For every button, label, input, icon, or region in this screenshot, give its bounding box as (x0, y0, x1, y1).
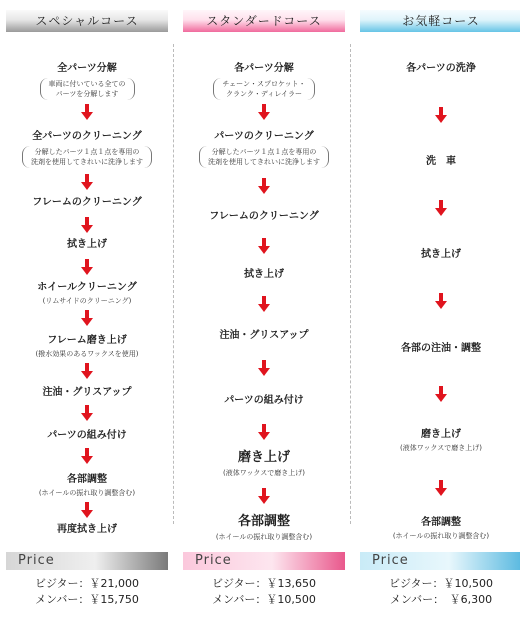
arrow-down-icon (434, 200, 448, 216)
step (183, 514, 345, 542)
arrow-down-icon (257, 238, 271, 254)
step-title: パーツの組み付け (224, 395, 304, 406)
step-title: ホイールクリーニング (37, 282, 137, 293)
step-title: 各部調整 (67, 474, 107, 485)
step-title: 各パーツ分解 (234, 63, 294, 74)
arrow-down-icon (257, 424, 271, 440)
column-separator (173, 44, 174, 524)
course-standard (183, 0, 345, 622)
step (6, 281, 168, 306)
arrow-down-icon (257, 296, 271, 312)
step-title: 各部調整 (421, 517, 461, 528)
step (183, 450, 345, 478)
visitor-price: ビジター：￥13,650 (211, 577, 317, 590)
step (183, 62, 345, 100)
step-title: 各部の注油・調整 (401, 343, 481, 354)
step-title: フレームのクリーニング (32, 197, 142, 208)
arrow-down-icon (80, 174, 94, 190)
step-note: チェーン・スプロケット・ クランク・ディレイラー (213, 78, 314, 100)
step (6, 130, 168, 168)
arrow-down-icon (257, 488, 271, 504)
step (6, 196, 168, 209)
course-special (6, 0, 168, 622)
member-price: メンバー： ￥6,300 (389, 593, 493, 606)
arrow-down-icon (80, 363, 94, 379)
price-label: Price (6, 552, 168, 570)
step-title: パーツの組み付け (47, 430, 127, 441)
step (360, 248, 520, 261)
step-subtitle: (液体ワックスで磨き上げ) (399, 444, 483, 452)
arrow-down-icon (257, 178, 271, 194)
step-subtitle: (撥水効果のあるワックスを使用) (35, 350, 139, 358)
step (360, 62, 520, 75)
step-title: 拭き上げ (67, 239, 107, 250)
visitor-price: ビジター：￥21,000 (34, 577, 140, 590)
step-title: 各パーツの洗浄 (406, 63, 476, 74)
arrow-down-icon (257, 104, 271, 120)
step-title: パーツのクリーニング (214, 131, 314, 142)
member-price: メンバー：￥15,750 (35, 593, 139, 606)
step-title: 拭き上げ (244, 269, 284, 280)
step (183, 268, 345, 281)
step (6, 334, 168, 359)
step-title: フレーム磨き上げ (47, 335, 127, 346)
step (6, 386, 168, 399)
step-title: 注油・グリスアップ (219, 330, 309, 341)
step-subtitle: (リムサイドのクリーニング) (42, 297, 132, 305)
price-label: Price (360, 552, 520, 570)
step (6, 473, 168, 498)
step-note: 車両に付いている全ての パーツを分解します (40, 78, 135, 100)
column-separator (350, 44, 351, 524)
step (183, 130, 345, 168)
step-note: 分解したパーツ１点１点を専用の 洗剤を使用してきれいに洗浄します (199, 146, 329, 168)
course-casual (360, 0, 520, 622)
arrow-down-icon (80, 448, 94, 464)
step (183, 394, 345, 407)
member-price: メンバー：￥10,500 (212, 593, 316, 606)
arrow-down-icon (80, 104, 94, 120)
step (6, 429, 168, 442)
step-title: 再度拭き上げ (57, 524, 117, 535)
visitor-price: ビジター：￥10,500 (388, 577, 494, 590)
step-subtitle: (ホイールの振れ取り調整含む) (215, 533, 313, 541)
step-title: 磨き上げ (237, 450, 290, 465)
step-subtitle: (液体ワックスで磨き上げ) (222, 469, 306, 477)
arrow-down-icon (80, 405, 94, 421)
step (6, 62, 168, 100)
arrow-down-icon (434, 107, 448, 123)
step-title: 洗 車 (426, 156, 456, 167)
arrow-down-icon (434, 480, 448, 496)
step (360, 342, 520, 355)
step-subtitle: (ホイールの振れ取り調整含む) (38, 489, 136, 497)
step-note: 分解したパーツ１点１点を専用の 洗剤を使用してきれいに洗浄します (22, 146, 152, 168)
step-title: 磨き上げ (421, 429, 461, 440)
step (360, 516, 520, 541)
step (360, 155, 520, 168)
course-header: スタンダードコース (183, 10, 345, 32)
step-title: 拭き上げ (421, 249, 461, 260)
step-title: 全パーツのクリーニング (32, 131, 142, 142)
arrow-down-icon (80, 502, 94, 518)
step-title: フレームのクリーニング (209, 211, 319, 222)
price-label: Price (183, 552, 345, 570)
step (183, 329, 345, 342)
step (6, 523, 168, 536)
step-subtitle: (ホイールの振れ取り調整含む) (392, 532, 490, 540)
step (183, 210, 345, 223)
course-header: スペシャルコース (6, 10, 168, 32)
arrow-down-icon (80, 310, 94, 326)
arrow-down-icon (434, 293, 448, 309)
arrow-down-icon (434, 386, 448, 402)
arrow-down-icon (257, 360, 271, 376)
arrow-down-icon (80, 217, 94, 233)
step-title: 各部調整 (237, 514, 290, 529)
arrow-down-icon (80, 259, 94, 275)
step (360, 428, 520, 453)
course-header: お気軽コース (360, 10, 520, 32)
step-title: 注油・グリスアップ (42, 387, 132, 398)
step (6, 238, 168, 251)
step-title: 全パーツ分解 (57, 63, 117, 74)
